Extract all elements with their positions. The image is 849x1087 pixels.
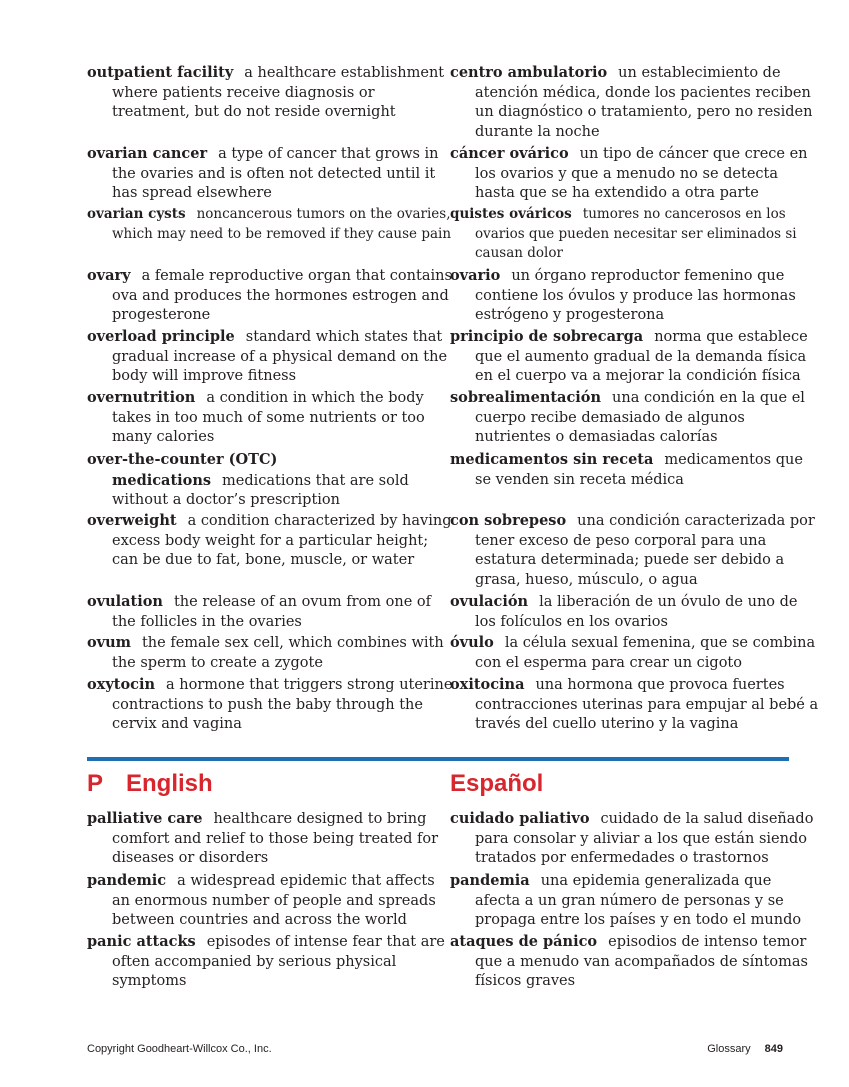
glossary-entry-es [450,63,820,142]
definition: a healthcare establishment where patients receive diagnosis or treatment, but do not reside overnight [112,65,445,120]
term: overload principle [87,328,235,345]
definition: un establecimiento de atención médica, donde los pacientes reciben un diagnóstico o tratamiento, pero no residen durante la noche [475,65,813,140]
term: sobrealimentación [450,389,602,406]
section-letter: P [87,770,104,797]
term: ovum [87,634,131,651]
term: ovary [87,267,131,284]
section-label: Glossary [707,1043,751,1055]
term: oxitocina [450,676,525,693]
glossary-entry-es [450,205,820,264]
definition: un tipo de cáncer que crece en los ovarios y que a menudo no se detecta hasta que se ha extendido a otra parte [475,146,808,201]
glossary-entry-es [450,809,820,869]
definition: la liberación de un óvulo de uno de los folículos en los ovarios [475,594,798,630]
glossary-entry-es [450,144,820,204]
definition: a condition characterized by having excess body weight for a particular height; can be due to fat, bone, muscle, or water [112,513,452,568]
definition: norma que establece que el aumento gradual de la demanda física en el cuerpo va a mejorar la condición física [475,329,808,384]
glossary-entry-es [450,266,820,326]
definition: healthcare designed to bring comfort and relief to those being treated for diseases or disorders [112,811,439,866]
definition: una condición en la que el cuerpo recibe demasiado de algunos nutrientes o demasiadas calorías [475,390,805,445]
glossary-entry-es [450,633,820,673]
term: ataques de pánico [450,933,598,950]
term: quistes ováricos [450,206,572,222]
definition: episodes of intense fear that are often accompanied by serious physical symptoms [112,934,445,989]
term: medicamentos sin receta [450,451,654,468]
glossary-entry-es [450,932,820,992]
definition: medications that are sold without a doctor’s prescription [112,472,409,508]
glossary-entry-en [87,205,454,244]
definition: a condition in which the body takes in too much of some nutrients or too many calories [112,390,425,445]
glossary-entry-en [87,633,454,673]
copyright-notice: Copyright Goodheart-Willcox Co., Inc. [87,1043,272,1055]
definition: a female reproductive organ that contains ova and produces the hormones estrogen and progesterone [112,268,452,323]
glossary-entry-en [87,511,454,571]
term: ovarian cysts [87,206,186,222]
definition: una hormona que provoca fuertes contracciones uterinas para empujar al bebé a través del cuello uterino y la vagina [475,677,819,732]
definition: a type of cancer that grows in the ovaries and is often not detected until it has spread elsewhere [112,146,439,201]
glossary-entry-es [450,871,820,931]
definition: noncancerous tumors on the ovaries, which may need to be removed if they cause pain [112,206,452,242]
glossary-entry-en [87,144,454,204]
glossary-entry-es [450,388,820,448]
term: ovario [450,267,501,284]
term: pandemic [87,872,167,889]
definition: la célula sexual femenina, que se combina con el esperma para crear un cigoto [475,635,816,671]
term: palliative care [87,810,203,827]
term: principio de sobrecarga [450,328,644,345]
definition: una condición caracterizada por tener exceso de peso corporal para una estatura determinada; puede ser debido a grasa, hueso, músculo, o agua [475,513,815,588]
glossary-entry-en [87,450,454,511]
term: cuidado paliativo [450,810,590,827]
definition: tumores no cancerosos en los ovarios que pueden necesitar ser eliminados si causan dolor [475,206,797,261]
section-heading-spanish: Español [450,770,544,797]
term: outpatient facility [87,64,234,81]
glossary-entry-es [450,327,820,387]
term: centro ambulatorio [450,64,608,81]
term: oxytocin [87,676,155,693]
definition: medicamentos que se venden sin receta médica [475,452,803,488]
term: con sobrepeso [450,512,567,529]
term: cáncer ovárico [450,145,569,162]
term: over-the-counter (OTC) medications [87,451,278,489]
definition: standard which states that gradual increase of a physical demand on the body will improve fitness [112,329,448,384]
term: ovulation [87,593,163,610]
definition: the release of an ovum from one of the follicles in the ovaries [112,594,431,630]
term: overnutrition [87,389,196,406]
term: panic attacks [87,933,196,950]
glossary-entry-en [87,388,454,448]
definition: the female sex cell, which combines with the sperm to create a zygote [112,635,444,671]
glossary-entry-es [450,592,820,632]
term: ovulación [450,593,529,610]
glossary-entry-en [87,266,454,326]
glossary-entry-en [87,63,454,123]
glossary-entry-es [450,675,820,735]
glossary-entry-es [450,511,820,590]
glossary-entry-es [450,450,820,490]
term: overweight [87,512,177,529]
section-divider [87,757,789,761]
term: óvulo [450,634,494,651]
glossary-entry-en [87,871,454,931]
section-heading-english: English [126,770,213,797]
glossary-entry-en [87,932,454,992]
definition: episodios de intenso temor que a menudo van acompañados de síntomas físicos graves [475,934,808,989]
glossary-entry-en [87,327,454,387]
definition: a widespread epidemic that affects an enormous number of people and spreads between countries and across the world [112,873,436,928]
glossary-entry-en [87,675,454,735]
glossary-entry-en [87,592,454,632]
page-number: 849 [764,1043,783,1055]
definition: una epidemia generalizada que afecta a un gran número de personas y se propaga entre los países y en todo el mundo [475,873,802,928]
page-footer [707,1043,783,1055]
definition: un órgano reproductor femenino que contiene los óvulos y produce las hormonas estrógeno y progesterona [475,268,796,323]
definition: cuidado de la salud diseñado para consolar y aliviar a los que están siendo tratados por enfermedades o trastornos [475,811,814,866]
definition: a hormone that triggers strong uterine contractions to push the baby through the cervix and vagina [112,677,453,732]
term: ovarian cancer [87,145,208,162]
term: pandemia [450,872,530,889]
glossary-entry-en [87,809,454,869]
